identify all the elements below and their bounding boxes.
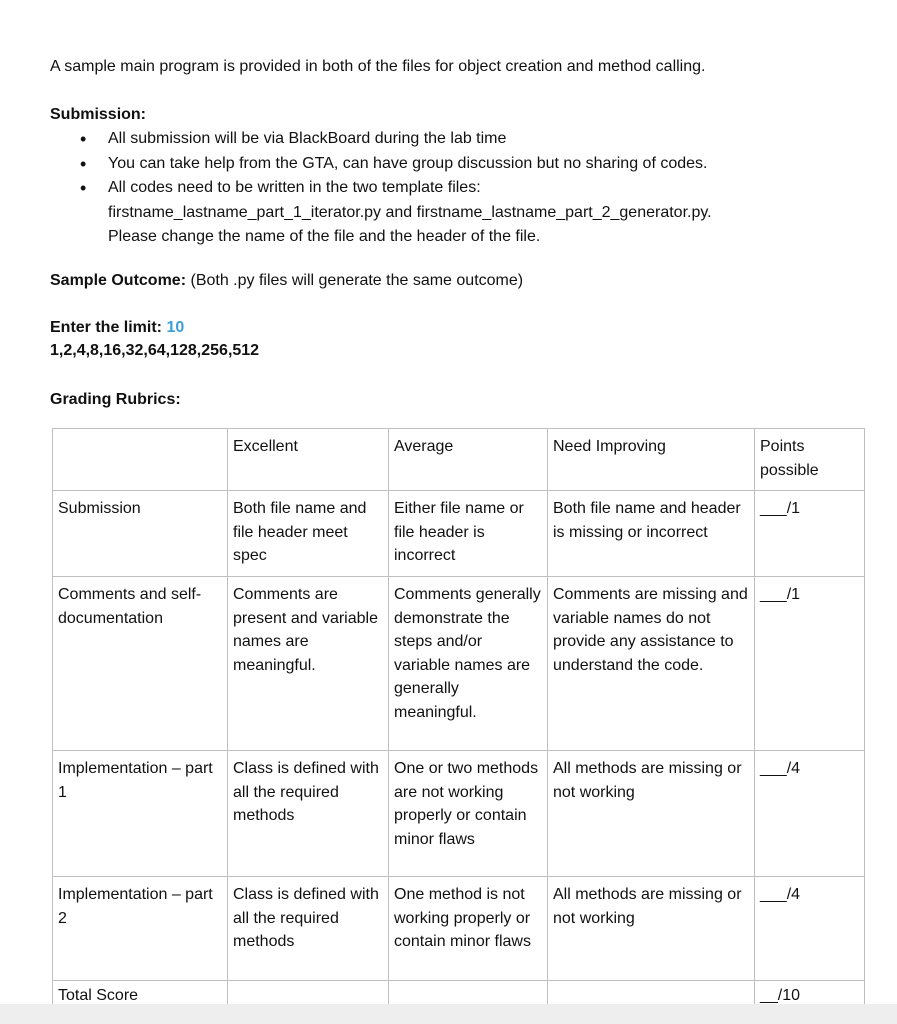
average-cell: One or two methods are not working properly or contain minor flaws	[389, 750, 548, 876]
need-improving-cell: Both file name and header is missing or incorrect	[548, 491, 755, 577]
header-cell-need-improving: Need Improving	[548, 429, 755, 491]
table-row	[53, 876, 865, 980]
need-improving-cell: All methods are missing or not working	[548, 876, 755, 980]
points-cell: ___/4	[755, 876, 865, 980]
bottom-edge-bar	[0, 1004, 897, 1024]
intro-text: A sample main program is provided in both of the files for object creation and method calling.	[50, 58, 706, 75]
template-file-names: firstname_lastname_part_1_iterator.py and firstname_lastname_part_2_generator.py.	[108, 203, 712, 221]
submission-list	[50, 127, 712, 250]
need-improving-cell: Comments are missing and variable names do not provide any assistance to understand the code.	[548, 576, 755, 750]
header-cell-average: Average	[389, 429, 548, 491]
criterion-cell: Implementation – part 1	[53, 750, 228, 876]
table-row	[53, 750, 865, 876]
table-row	[53, 576, 865, 750]
total-label: Total Score	[53, 980, 228, 1016]
excellent-cell: Class is defined with all the required methods	[228, 876, 389, 980]
total-points: __/10	[755, 980, 865, 1016]
need-improving-cell: All methods are missing or not working	[548, 750, 755, 876]
criterion-cell: Implementation – part 2	[53, 876, 228, 980]
sample-output: 1,2,4,8,16,32,64,128,256,512	[50, 342, 260, 359]
bullet-text: • All codes need to be written in the two template files:	[108, 179, 481, 196]
submission-heading: Submission:	[50, 106, 147, 123]
grading-heading: Grading Rubrics:	[50, 391, 181, 408]
grading-rubric-table	[52, 428, 865, 1017]
list-item	[50, 127, 712, 152]
excellent-cell: Both file name and file header meet spec	[228, 491, 389, 577]
list-item	[50, 176, 712, 250]
excellent-cell: Class is defined with all the required methods	[228, 750, 389, 876]
limit-prompt-line	[50, 317, 184, 339]
sample-outcome-note: (Both .py files will generate the same outcome)	[190, 272, 524, 289]
sample-outcome-label: Sample Outcome:	[50, 272, 187, 289]
table-row	[53, 491, 865, 577]
average-cell: One method is not working properly or contain minor flaws	[389, 876, 548, 980]
excellent-cell: Comments are present and variable names are meaningful.	[228, 576, 389, 750]
points-cell: ___/4	[755, 750, 865, 876]
limit-prompt: Enter the limit:	[50, 319, 163, 336]
list-item	[50, 152, 712, 177]
header-cell-excellent: Excellent	[228, 429, 389, 491]
table-header-row	[53, 429, 865, 491]
bullet-text: All submission will be via BlackBoard during the lab time	[108, 130, 507, 147]
header-cell	[53, 429, 228, 491]
rename-instruction: Please change the name of the file and the header of the file.	[108, 228, 541, 245]
points-cell: ___/1	[755, 491, 865, 577]
average-cell: Either file name or file header is incorrect	[389, 491, 548, 577]
criterion-cell: Comments and self-documentation	[53, 576, 228, 750]
bullet-text: You can take help from the GTA, can have group discussion but no sharing of codes.	[108, 154, 708, 172]
points-cell: ___/1	[755, 576, 865, 750]
sample-outcome	[50, 270, 523, 292]
limit-value: 10	[166, 319, 185, 336]
header-cell-points: Points possible	[755, 429, 865, 491]
average-cell: Comments generally demonstrate the steps and/or variable names are generally meaningful.	[389, 576, 548, 750]
criterion-cell: Submission	[53, 491, 228, 577]
